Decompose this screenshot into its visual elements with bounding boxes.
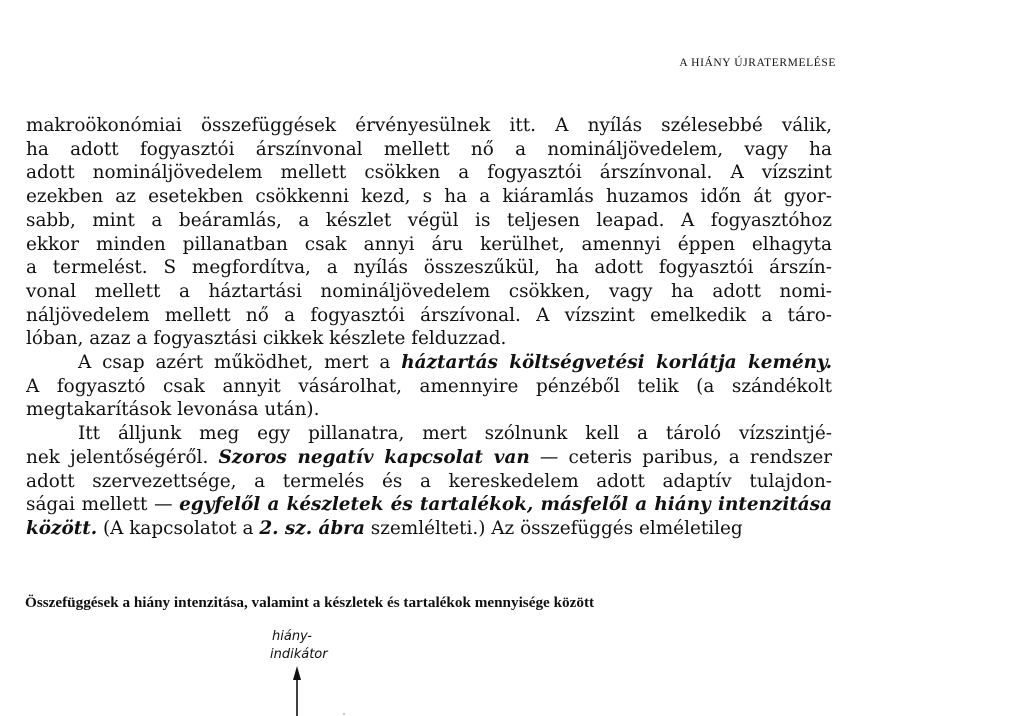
text-segment: makroökonómiai összefüggések érvényesülnek itt. A nyílás szélesebbé válik, <box>26 115 832 136</box>
text-segment: sabb, mint a beáramlás, a készlet végül is teljesen leapad. A fogyasztóhoz <box>26 209 832 231</box>
emphasis-text: egyfelől a készletek és tartalékok, másfelől a hiány intenzitása <box>179 494 832 516</box>
text-segment: — ceteris paribus, a rendszer <box>529 446 833 468</box>
body-text <box>26 114 832 541</box>
text-line <box>26 375 832 399</box>
figure-caption: Összefüggések a hiány intenzitása, valamint a készletek és tartalékok mennyisége között <box>25 594 595 611</box>
text-line <box>26 470 832 494</box>
text-line <box>26 446 832 470</box>
text-line <box>26 493 832 517</box>
text-segment: Itt álljunk meg egy pillanatra, mert szólnunk kell a tároló vízszintjé- <box>78 423 832 445</box>
text-line <box>26 351 832 375</box>
text-line <box>26 422 832 446</box>
text-line <box>26 517 832 541</box>
text-line <box>26 256 832 280</box>
text-segment: A csap azért működhet, mert a <box>78 352 402 374</box>
y-axis-arrowhead <box>293 666 301 680</box>
text-segment: ekkor minden pillanatban csak annyi áru kerülhet, amennyi éppen elhagyta <box>26 233 832 255</box>
text-segment: a termelést. S megfordítva, a nyílás összeszűkül, ha adott fogyasztói árszín- <box>26 257 832 279</box>
text-segment: A fogyasztó csak annyit vásárolhat, amennyire pénzéből telik (a szándékolt <box>26 375 832 397</box>
text-line <box>26 398 832 422</box>
emphasis-text: háztartás költségvetési korlátja kemény. <box>401 352 832 374</box>
text-segment: (A kapcsolatot a <box>97 517 260 539</box>
emphasis-text: 2. sz. ábra <box>259 517 365 539</box>
text-segment: szemlélteti.) Az összefüggés elméletileg <box>364 517 743 539</box>
text-line <box>26 114 832 138</box>
text-segment: adott nomináljövedelem mellett csökken a fogyasztói árszínvonal. A vízszint <box>26 162 832 184</box>
text-segment: nek jelentőségéről. <box>26 446 219 468</box>
text-segment: ezekben az esetekben csökkenni kezd, s ha a kiáramlás huzamos időn át gyor- <box>26 186 832 208</box>
text-line <box>26 304 832 328</box>
text-line <box>26 327 832 351</box>
text-segment: ha adott fogyasztói árszínvonal mellett nő a nomináljövedelem, vagy ha <box>26 138 832 160</box>
text-line <box>26 185 832 209</box>
text-line <box>26 209 832 233</box>
text-segment: adott szervezettsége, a termelés és a kereskedelem adott adaptív tulajdon- <box>26 470 832 492</box>
stray-dot <box>343 713 345 715</box>
y-axis-label-line1: hiány- <box>272 629 312 644</box>
figure-diagram <box>0 622 1024 716</box>
text-segment: náljövedelem mellett nő a fogyasztói árszívonal. A vízszint emelkedik a táro- <box>26 304 832 326</box>
y-axis-label-line2: indikátor <box>270 647 328 662</box>
text-segment: ságai mellett — <box>26 494 180 516</box>
text-segment: lóban, azaz a fogyasztási cikkek készlete felduzzad. <box>26 328 507 350</box>
text-line <box>26 161 832 185</box>
text-segment: vonal mellett a háztartási nomináljövedelem csökken, vagy ha adott nomi- <box>26 280 832 302</box>
text-segment: megtakarítások levonása után). <box>26 399 320 421</box>
emphasis-text: között. <box>26 517 98 539</box>
emphasis-text: Szoros negatív kapcsolat van <box>218 446 530 468</box>
text-line <box>26 138 832 162</box>
running-header: A HIÁNY ÚJRATERMELÉSE <box>679 57 836 69</box>
text-line <box>26 233 832 257</box>
text-line <box>26 280 832 304</box>
